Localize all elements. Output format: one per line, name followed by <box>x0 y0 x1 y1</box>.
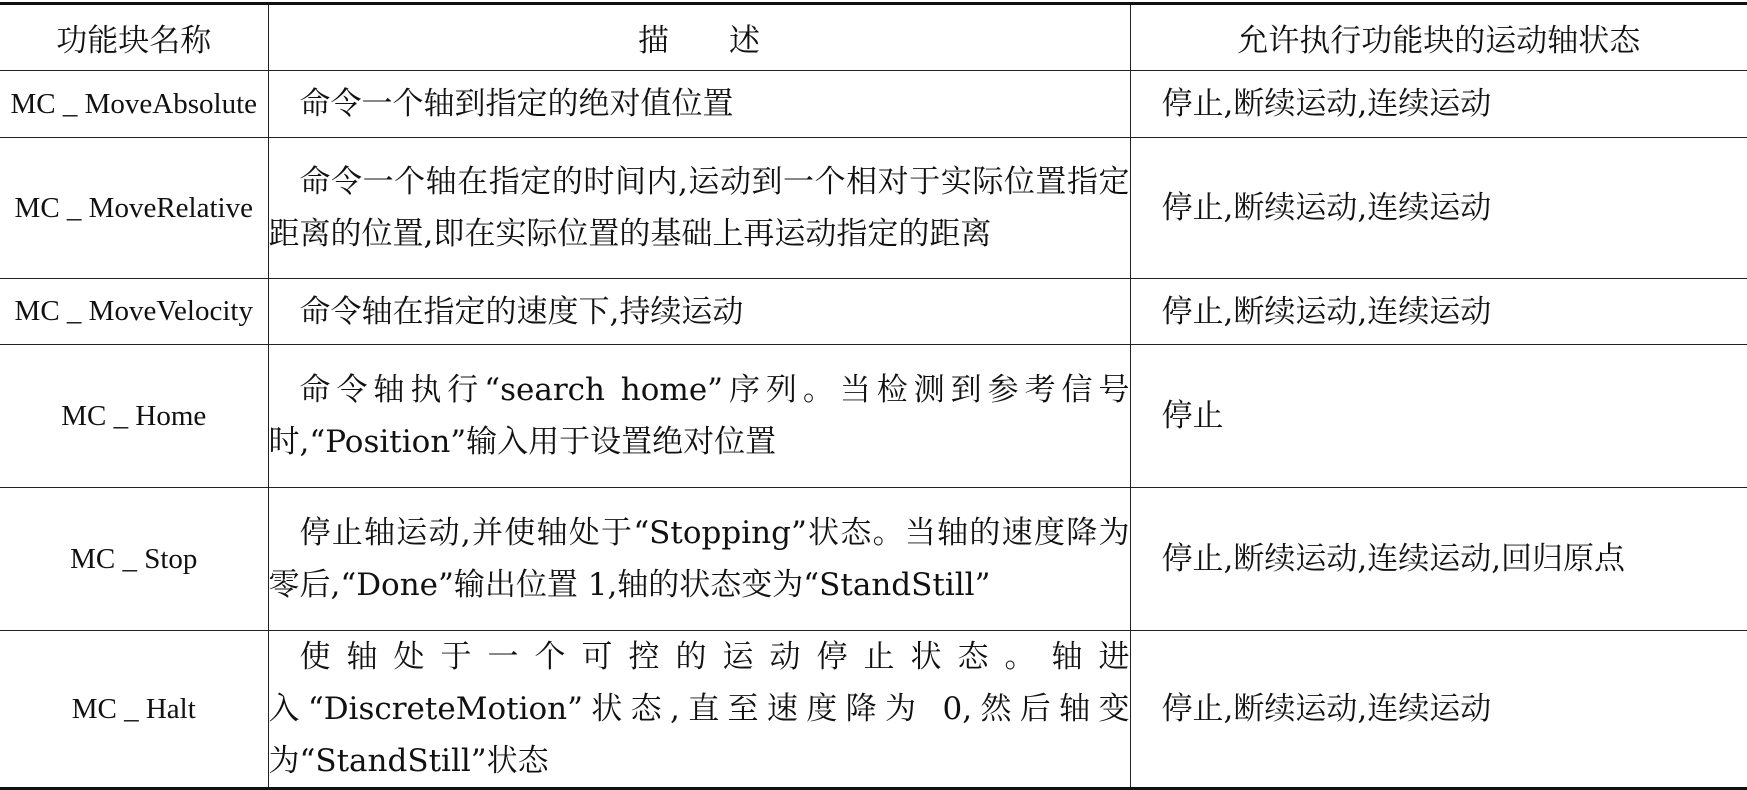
header-description-label: 描述 <box>638 23 820 59</box>
function-block-table <box>0 2 1747 790</box>
function-block-description: 命令轴在指定的速度下,持续运动 <box>268 279 1130 345</box>
function-block-name: MC _ MoveAbsolute <box>0 71 268 138</box>
function-block-name: MC _ MoveRelative <box>0 138 268 279</box>
function-block-name: MC _ MoveVelocity <box>0 279 268 345</box>
allowed-axis-state: 停止,断续运动,连续运动 <box>1130 279 1747 345</box>
function-block-name: MC _ Stop <box>0 488 268 631</box>
header-description <box>268 4 1130 71</box>
table-row <box>0 71 1747 138</box>
allowed-axis-state: 停止,断续运动,连续运动 <box>1130 138 1747 279</box>
header-state: 允许执行功能块的运动轴状态 <box>1130 4 1747 71</box>
table-row <box>0 138 1747 279</box>
function-block-name: MC _ Home <box>0 345 268 488</box>
function-block-description: 使轴处于一个可控的运动停止状态。轴进入“DiscreteMotion”状态,直至速度降为 0,然后轴变为“StandStill”状态 <box>268 631 1130 789</box>
table-row <box>0 631 1747 789</box>
header-row <box>0 4 1747 71</box>
allowed-axis-state: 停止,断续运动,连续运动,回归原点 <box>1130 488 1747 631</box>
function-block-description: 命令一个轴到指定的绝对值位置 <box>268 71 1130 138</box>
table-row <box>0 488 1747 631</box>
header-name: 功能块名称 <box>0 4 268 71</box>
table-row <box>0 279 1747 345</box>
table-row <box>0 345 1747 488</box>
function-block-description: 停止轴运动,并使轴处于“Stopping”状态。当轴的速度降为零后,“Done”输出位置 1,轴的状态变为“StandStill” <box>268 488 1130 631</box>
function-block-name: MC _ Halt <box>0 631 268 789</box>
allowed-axis-state: 停止 <box>1130 345 1747 488</box>
allowed-axis-state: 停止,断续运动,连续运动 <box>1130 71 1747 138</box>
allowed-axis-state: 停止,断续运动,连续运动 <box>1130 631 1747 789</box>
function-block-description: 命令轴执行“search home”序列。当检测到参考信号时,“Position”输入用于设置绝对位置 <box>268 345 1130 488</box>
function-block-description: 命令一个轴在指定的时间内,运动到一个相对于实际位置指定距离的位置,即在实际位置的基础上再运动指定的距离 <box>268 138 1130 279</box>
